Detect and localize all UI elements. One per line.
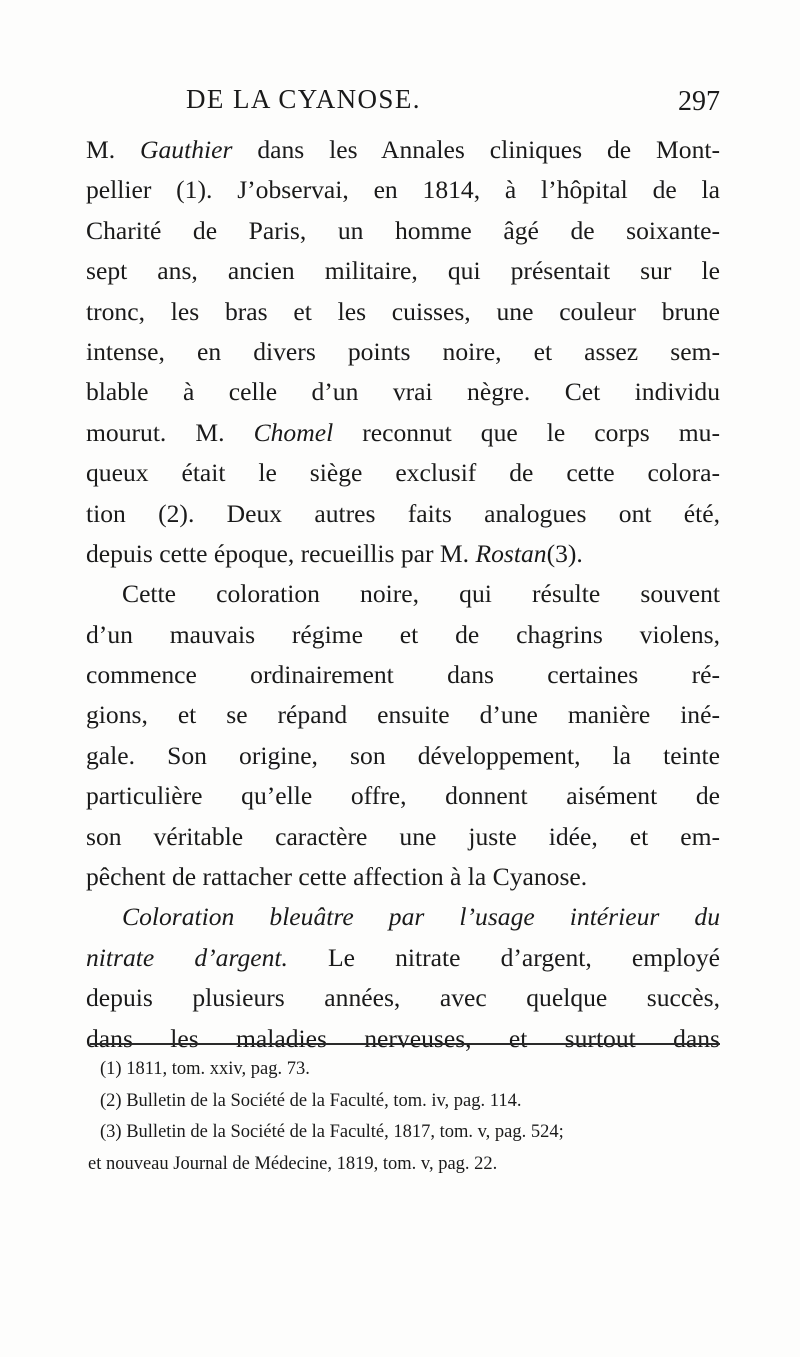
text-line xyxy=(86,736,720,776)
text-segment: Le nitrate d’argent, employé xyxy=(287,942,721,972)
text-line xyxy=(86,372,720,412)
italic-text: Gauthier xyxy=(140,135,233,164)
text-line xyxy=(86,776,720,816)
text-line xyxy=(86,615,720,655)
text-segment: blable à celle d’un vrai nègre. Cet individu xyxy=(86,377,720,407)
text-line xyxy=(86,130,720,170)
text-segment: reconnut que le corps mu- xyxy=(333,417,720,447)
text-line xyxy=(86,534,720,574)
text-line xyxy=(86,857,720,897)
text-segment: d’un mauvais régime et de chagrins violens, xyxy=(86,619,720,649)
text-segment: tion (2). Deux autres faits analogues ont été, xyxy=(86,498,720,528)
text-segment: gions, et se répand ensuite d’une manière iné- xyxy=(86,700,720,730)
footnote-continuation: et nouveau Journal de Médecine, 1819, tom. v, pag. 22. xyxy=(88,1153,498,1174)
text-segment: M. xyxy=(86,135,141,164)
footnotes xyxy=(88,1054,720,1180)
text-segment: dans les Annales cliniques de Mont- xyxy=(232,135,720,164)
text-segment: intense, en divers points noire, et assez sem- xyxy=(86,336,720,366)
text-segment: Charité de Paris, un homme âgé de soixante- xyxy=(86,215,720,245)
footnote: (2) Bulletin de la Société de la Faculté, tom. iv, pag. 114. xyxy=(100,1090,522,1111)
text-line xyxy=(86,978,720,1018)
text-line xyxy=(86,897,720,937)
text-line xyxy=(86,292,720,332)
text-segment: (3). xyxy=(546,538,583,568)
text-line xyxy=(86,453,720,493)
italic-text: Coloration bleuâtre par l’usage intérieur du xyxy=(122,902,720,932)
text-segment: tronc, les bras et les cuisses, une couleur brune xyxy=(86,296,720,326)
text-line xyxy=(86,817,720,857)
text-segment: depuis cette époque, recueillis par M. xyxy=(86,538,476,568)
text-line xyxy=(86,170,720,210)
text-segment: queux était le siège exclusif de cette colora- xyxy=(86,458,720,488)
text-line xyxy=(86,938,720,978)
footnote: (3) Bulletin de la Société de la Faculté, 1817, tom. v, pag. 524; xyxy=(100,1122,564,1142)
footnote-divider xyxy=(90,1043,720,1045)
page-header xyxy=(86,84,720,124)
text-segment: gale. Son origine, son développement, la teinte xyxy=(86,740,720,770)
text-segment: Cette coloration noire, qui résulte souvent xyxy=(122,579,720,609)
text-segment: pellier (1). J’observai, en 1814, à l’hôpital de la xyxy=(86,175,720,205)
text-segment: particulière qu’elle offre, donnent aisément de xyxy=(86,781,720,811)
text-line xyxy=(86,695,720,735)
body-text xyxy=(86,130,720,1059)
text-line xyxy=(86,494,720,534)
text-segment: commence ordinairement dans certaines ré- xyxy=(86,660,720,690)
text-line xyxy=(86,251,720,291)
text-segment: son véritable caractère une juste idée, et em- xyxy=(86,821,720,851)
text-line xyxy=(86,1019,720,1059)
text-line xyxy=(86,413,720,453)
footnote: (1) 1811, tom. xxiv, pag. 73. xyxy=(100,1059,310,1079)
text-line xyxy=(86,574,720,614)
text-segment: dans les maladies nerveuses, et surtout dans xyxy=(86,1023,720,1053)
text-segment: sept ans, ancien militaire, qui présentait sur le xyxy=(86,256,720,286)
text-segment: depuis plusieurs années, avec quelque succès, xyxy=(86,983,720,1013)
text-line xyxy=(86,211,720,251)
text-segment: mourut. M. xyxy=(86,417,254,447)
running-title: DE LA CYANOSE. xyxy=(186,84,421,114)
italic-text: Rostan xyxy=(475,538,547,568)
text-line xyxy=(86,655,720,695)
text-segment: pêchent de rattacher cette affection à la Cyanose. xyxy=(86,862,588,892)
page-number: 297 xyxy=(678,86,720,117)
text-line xyxy=(86,332,720,372)
italic-text: nitrate d’argent. xyxy=(86,942,288,972)
italic-text: Chomel xyxy=(253,417,334,447)
